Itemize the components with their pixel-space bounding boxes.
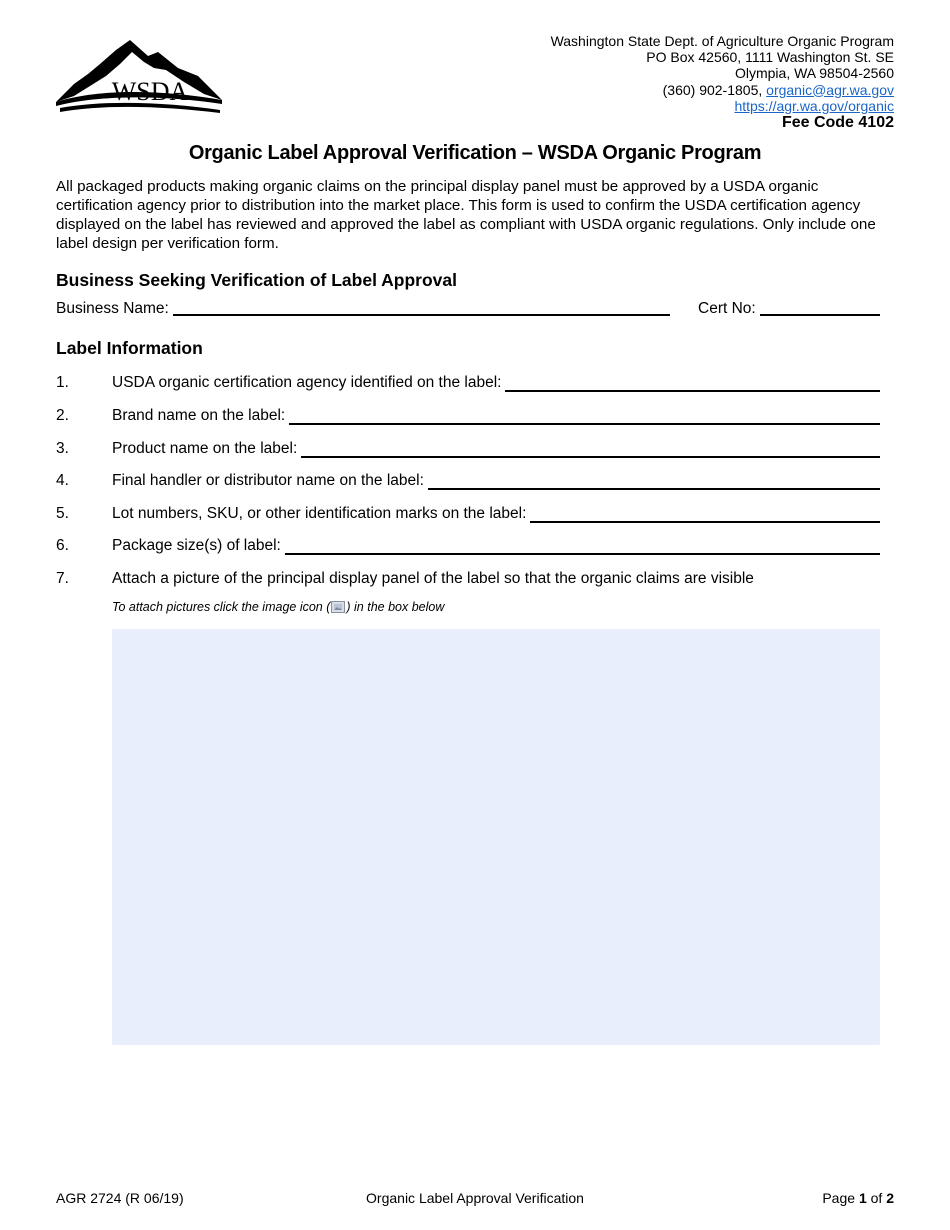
label-item-3 — [56, 438, 880, 460]
attach-hint: To attach pictures click the image icon ( ) in the box below — [112, 600, 445, 614]
item-number: 3. — [56, 440, 69, 457]
lot-numbers-label: Lot numbers, SKU, or other identification marks on the label: — [112, 505, 527, 522]
label-item-4 — [56, 470, 880, 492]
org-name: Washington State Dept. of Agriculture Organic Program — [550, 33, 894, 49]
form-number: AGR 2724 (R 06/19) — [56, 1190, 184, 1206]
organization-info — [551, 33, 894, 132]
product-name-input[interactable] — [301, 456, 880, 458]
intro-paragraph: All packaged products making organic claims on the principal display panel must be approved by a USDA organic certification agency prior to distribution into the market place. This form is used to confirm the USDA certification agency displayed on the label has reviewed and approved the label as compliant with USDA organic regulations. Only include one label design per verification form. — [56, 178, 876, 252]
cert-no-input[interactable] — [760, 314, 880, 316]
product-name-label: Product name on the label: — [112, 440, 298, 457]
lot-numbers-input[interactable] — [530, 521, 880, 523]
cert-no-label: Cert No: — [698, 300, 756, 317]
org-contact — [551, 82, 894, 98]
org-address-line2: Olympia, WA 98504-2560 — [734, 65, 894, 82]
image-attachment-box[interactable] — [112, 629, 880, 1045]
fee-code: Fee Code 4102 — [781, 114, 894, 132]
footer-title: Organic Label Approval Verification — [366, 1190, 584, 1206]
attach-picture-instruction: Attach a picture of the principal display panel of the label so that the organic claims are visible — [112, 570, 754, 587]
org-phone: (360) 902-1805, — [662, 81, 767, 98]
business-name-input[interactable] — [173, 314, 670, 316]
org-address-line1: PO Box 42560, 1111 Washington St. SE — [646, 49, 894, 66]
org-email-link[interactable]: organic@agr.wa.gov — [766, 81, 894, 98]
label-item-6 — [56, 535, 880, 557]
item-number: 6. — [56, 537, 69, 554]
page-indicator: Page 1 of 2 — [822, 1190, 894, 1206]
item-number: 5. — [56, 505, 69, 522]
brand-name-label: Brand name on the label: — [112, 407, 286, 424]
brand-name-input[interactable] — [289, 423, 880, 425]
handler-name-label: Final handler or distributor name on the label: — [112, 472, 424, 489]
wsda-logo — [54, 38, 224, 114]
package-size-label: Package size(s) of label: — [112, 537, 281, 554]
label-section-heading: Label Information — [56, 338, 203, 358]
label-item-2 — [56, 405, 880, 427]
org-website-link[interactable]: https://agr.wa.gov/organic — [734, 97, 894, 114]
cert-no-field — [698, 300, 880, 318]
item-number: 7. — [56, 570, 69, 587]
image-icon — [331, 601, 345, 613]
item-number: 2. — [56, 407, 69, 424]
business-name-field — [56, 300, 670, 318]
label-item-5 — [56, 503, 880, 525]
item-number: 4. — [56, 472, 69, 489]
certification-agency-label: USDA organic certification agency identified on the label: — [112, 374, 502, 391]
page-title: Organic Label Approval Verification – WSDA Organic Program — [188, 142, 762, 164]
item-number: 1. — [56, 374, 69, 391]
label-item-1 — [56, 372, 880, 394]
handler-name-input[interactable] — [428, 488, 880, 490]
package-size-input[interactable] — [285, 553, 880, 555]
certification-agency-input[interactable] — [505, 390, 880, 392]
svg-text:WSDA: WSDA — [111, 77, 189, 106]
business-section-heading: Business Seeking Verification of Label Approval — [56, 270, 457, 290]
business-name-label: Business Name: — [56, 300, 169, 317]
label-item-7 — [56, 568, 880, 590]
